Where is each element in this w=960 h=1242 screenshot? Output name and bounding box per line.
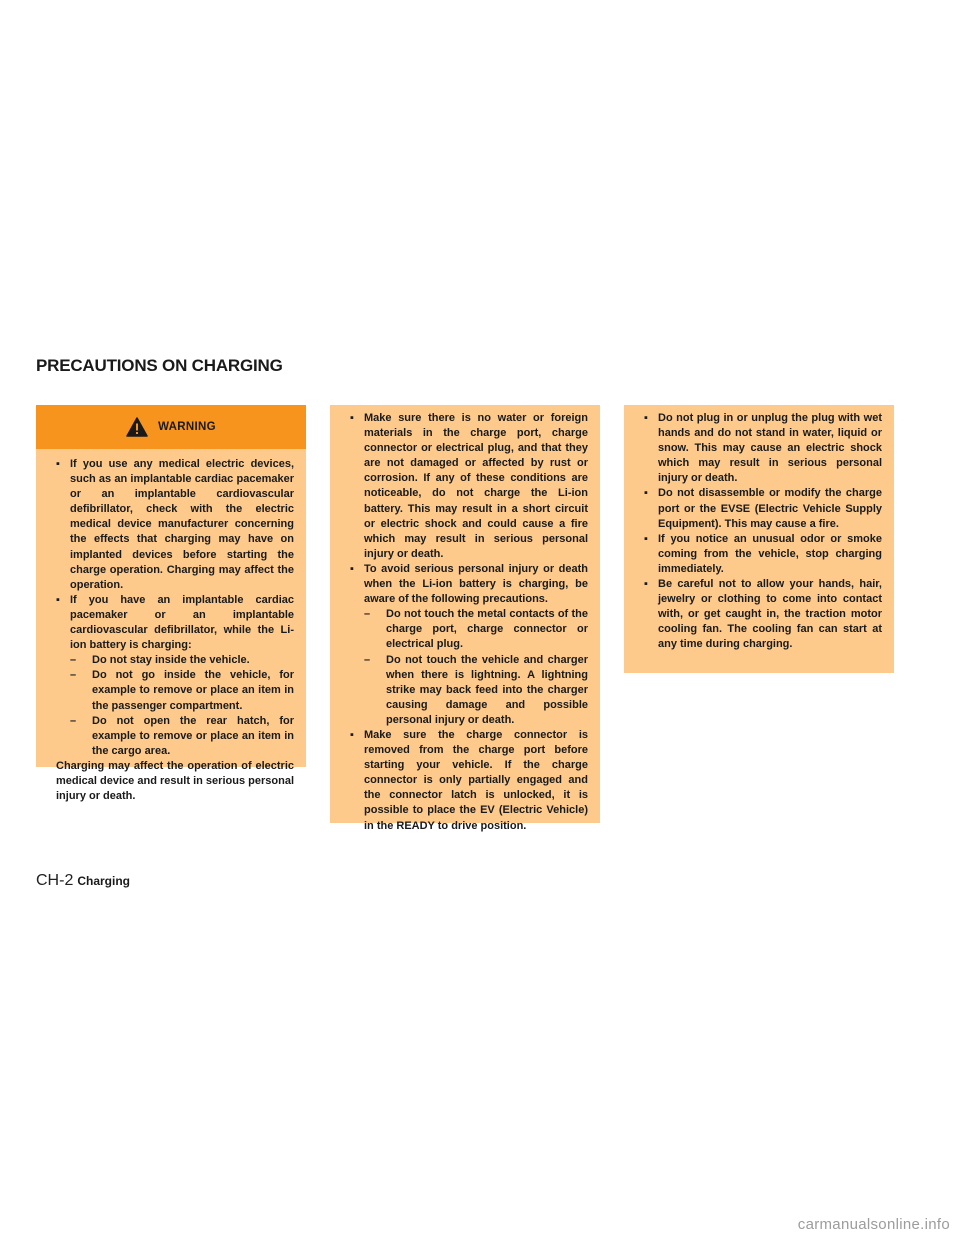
section-name: Charging xyxy=(77,874,131,888)
list-item: ▪ If you notice an unusual odor or smoke coming from the vehicle, stop charging immediately. xyxy=(644,532,882,575)
warning-panel-continued-1 xyxy=(330,405,600,832)
sub-list-item: – Do not stay inside the vehicle. xyxy=(70,654,250,667)
page-footer xyxy=(36,872,130,890)
warning-triangle-icon xyxy=(126,417,148,437)
sub-list-item: – Do not touch the metal contacts of the charge port, charge connector or electrical plug. xyxy=(364,608,588,651)
list-item: ▪ Do not disassemble or modify the charge port or the EVSE (Electric Vehicle Supply Equipment). This may cause a fire. xyxy=(644,487,882,530)
list-item: ▪ If you have an implantable cardiac pacemaker or an implantable cardiovascular defibrillator, while the Li-ion battery is charging: – Do not stay inside the vehicle. – Do not go inside the vehicle, for example to remove or place an item in the passenger compartment. – Do not open the rear hatch, for example to remove or place an item in the cargo area. xyxy=(50,593,294,759)
list-item: ▪ Make sure the charge connector is removed from the charge port before starting your vehicle. If the charge connector is only partially engaged and the connector latch is unlocked, it is possible to place the EV (Electric Vehicle) in the READY to drive position. xyxy=(350,728,588,832)
section-heading: PRECAUTIONS ON CHARGING xyxy=(36,356,283,375)
sub-list-item: – Do not go inside the vehicle, for example to remove or place an item in the passenger compartment. xyxy=(70,669,294,712)
warning-list xyxy=(344,411,588,834)
list-item: ▪ Make sure there is no water or foreign materials in the charge port, charge connector or electrical plug, and that they are not damaged or affected by rust or corrosion. If any of these conditions are noticeable, do not charge the Li-ion battery. This may result in a short circuit or electric shock and could cause a fire which may result in serious personal injury or death. xyxy=(350,412,588,560)
warning-header xyxy=(36,405,306,449)
warning-label: WARNING xyxy=(158,421,216,433)
sub-list xyxy=(70,653,294,759)
sub-list-item: – Do not touch the vehicle and charger when there is lightning. A lightning strike may back feed into the charger causing damage and possible personal injury or death. xyxy=(364,653,588,726)
list-item: ▪ Do not plug in or unplug the plug with wet hands and do not stand in water, liquid or snow. This may cause an electric shock which may result in serious personal injury or death. xyxy=(644,412,882,485)
watermark: carmanualsonline.info xyxy=(797,1216,950,1233)
list-item: ▪ If you use any medical electric devices, such as an implantable cardiac pacemaker or an implantable cardiovascular defibrillator, check with the electric medical device manufacturer concerning the effects that charging may have on implanted devices before starting the charge operation. Charging may affect the operation. xyxy=(56,458,294,591)
warning-list xyxy=(50,457,294,759)
warning-panel-continued-2 xyxy=(624,405,894,673)
list-item: ▪ To avoid serious personal injury or death when the Li-ion battery is charging, be aware of the following precautions. – Do not touch the metal contacts of the charge port, charge connector or electrical plug. – Do not touch the vehicle and charger when there is lightning. A lightning strike may back feed into the charger causing damage and possible personal injury or death. xyxy=(344,562,588,728)
list-item: ▪ Be careful not to allow your hands, hair, jewelry or clothing to come into contact with, or get caught in, the traction motor cooling fan. The cooling fan can start at any time during charging. xyxy=(644,578,882,651)
warning-closing-text: Charging may affect the operation of electric medical device and result in serious personal injury or death. xyxy=(56,759,294,803)
warning-list xyxy=(638,411,882,653)
warning-panel xyxy=(36,405,306,803)
page-number: CH-2 xyxy=(36,872,74,889)
sub-list-item: – Do not open the rear hatch, for example to remove or place an item in the cargo area. xyxy=(70,714,294,757)
sub-list xyxy=(364,607,588,728)
